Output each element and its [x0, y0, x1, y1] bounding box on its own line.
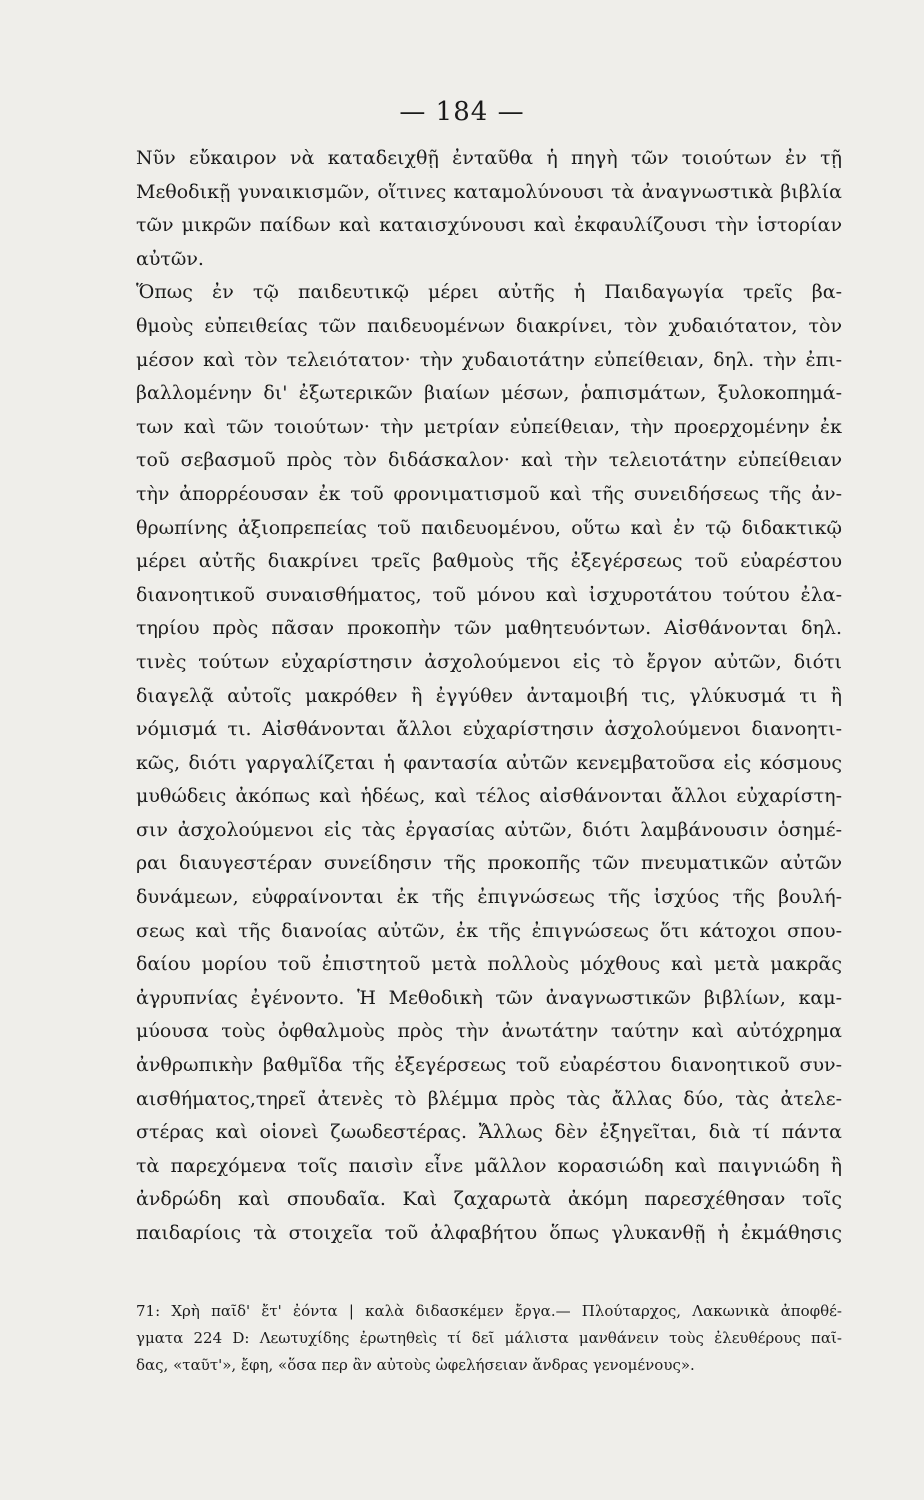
text-line: κῶς, διότι γαργαλίζεται ἡ φαντασία αὐτῶν κενεμβατοῦσα εἰς κόσμους	[136, 751, 842, 774]
text-line: δυνάμεων, εὐφραίνονται ἐκ τῆς ἐπιγνώσεως τῆς ἰσχύος τῆς βουλή-	[136, 886, 842, 909]
text-line: ἀνθρωπικὴν βαθμῖδα τῆς ἐξεγέρσεως τοῦ εὐαρέστου διανοητικοῦ συν-	[136, 1054, 842, 1077]
text-line: τῶν μικρῶν παίδων καὶ καταισχύνουσι καὶ ἐκφαυλίζουσι τὴν ἱστορίαν	[136, 214, 842, 237]
footnote-line: γματα 224 D: Λεωτυχίδης ἐρωτηθεὶς τί δεῖ μάλιστα μανθάνειν τοὺς ἐλευθέρους παῖ-	[136, 1329, 842, 1347]
text-line: θρωπίνης ἀξιοπρεπείας τοῦ παιδευομένου, οὕτω καὶ ἐν τῷ διδακτικῷ	[136, 516, 842, 539]
page-number: — 184 —	[399, 97, 525, 127]
text-line: διανοητικοῦ συναισθήματος, τοῦ μόνου καὶ ἰσχυροτάτου τούτου ἐλα-	[136, 583, 842, 606]
text-line: τοῦ σεβασμοῦ πρὸς τὸν διδάσκαλον· καὶ τὴν τελειοτάτην εὐπείθειαν	[136, 449, 842, 472]
body-text	[136, 142, 842, 1251]
text-line: τινὲς τούτων εὐχαρίστησιν ἀσχολούμενοι εἰς τὸ ἔργον αὐτῶν, διότι	[136, 650, 842, 673]
text-line: δαίου μορίου τοῦ ἐπιστητοῦ μετὰ πολλοὺς μόχθους καὶ μετὰ μακρᾶς	[136, 953, 842, 976]
text-line: στέρας καὶ οἱονεὶ ζωωδεστέρας. Ἄλλως δὲν ἐξηγεῖται, διὰ τί πάντα	[136, 1121, 842, 1144]
text-line: ἀνδρώδη καὶ σπουδαῖα. Καὶ ζαχαρωτὰ ἀκόμη παρεσχέθησαν τοῖς	[136, 1188, 842, 1211]
text-line: μύουσα τοὺς ὀφθαλμοὺς πρὸς τὴν ἀνωτάτην ταύτην καὶ αὐτόχρημα	[136, 1020, 842, 1043]
text-line: Νῦν εὔκαιρον νὰ καταδειχθῇ ἐνταῦθα ἡ πηγὴ τῶν τοιούτων ἐν τῇ	[136, 147, 842, 169]
text-line: μέρει αὐτῆς διακρίνει τρεῖς βαθμοὺς τῆς ἐξεγέρσεως τοῦ εὐαρέστου	[136, 550, 842, 573]
text-line: των καὶ τῶν τοιούτων· τὴν μετρίαν εὐπείθειαν, τὴν προερχομένην ἐκ	[136, 415, 842, 438]
text-line: νόμισμά τι. Αἰσθάνονται ἄλλοι εὐχαρίστησιν ἀσχολούμενοι διανοητι-	[136, 718, 842, 741]
footnotes	[136, 1298, 842, 1379]
text-line: σιν ἀσχολούμενοι εἰς τὰς ἐργασίας αὐτῶν, διότι λαμβάνουσιν ὁσημέ-	[136, 818, 842, 841]
text-line: μυθώδεις ἀκόπως καὶ ἡδέως, καὶ τέλος αἰσθάνονται ἄλλοι εὐχαρίστη-	[136, 785, 842, 808]
text-line: τὴν ἀπορρέουσαν ἐκ τοῦ φρονιματισμοῦ καὶ τῆς συνειδήσεως τῆς ἀν-	[136, 482, 842, 505]
text-line: διαγελᾷ αὐτοῖς μακρόθεν ἢ ἐγγύθεν ἀνταμοιβή τις, γλύκυσμά τι ἢ	[136, 684, 842, 707]
text-line: ἀγρυπνίας ἐγένοντο. Ἡ Μεθοδικὴ τῶν ἀναγνωστικῶν βιβλίων, καμ-	[136, 986, 842, 1009]
text-line: αισθήματος,τηρεῖ ἀτενὲς τὸ βλέμμα πρὸς τὰς ἄλλας δύο, τὰς ἀτελε-	[136, 1087, 842, 1110]
footnote-line: δας, «ταῦτ'», ἔφη, «ὅσα περ ἂν αὐτοὺς ὠφελήσειαν ἄνδρας γενομένους».	[136, 1356, 695, 1374]
text-line: ραι διαυγεστέραν συνείδησιν τῆς προκοπῆς τῶν πνευματικῶν αὐτῶν	[136, 852, 842, 875]
text-line: τηρίου πρὸς πᾶσαν προκοπὴν τῶν μαθητευόντων. Αἰσθάνονται δηλ.	[136, 617, 842, 640]
text-line: τὰ παρεχόμενα τοῖς παισὶν εἶνε μᾶλλον κορασιώδη καὶ παιγνιώδη ἢ	[136, 1154, 842, 1177]
text-line: μέσον καὶ τὸν τελειότατον· τὴν χυδαιοτάτην εὐπείθειαν, δηλ. τὴν ἐπι-	[136, 348, 842, 371]
text-line: σεως καὶ τῆς διανοίας αὐτῶν, ἐκ τῆς ἐπιγνώσεως ὅτι κάτοχοι σπου-	[136, 919, 842, 942]
text-line: θμοὺς εὐπειθείας τῶν παιδευομένων διακρίνει, τὸν χυδαιότατον, τὸν	[136, 314, 842, 337]
footnote-line: 71: Χρὴ παῖδ' ἔτ' ἐόντα | καλὰ διδασκέμεν ἔργα.— Πλούταρχος, Λακωνικὰ ἀποφθέ-	[136, 1302, 842, 1320]
text-line: Μεθοδικῇ γυναικισμῶν, οἵτινες καταμολύνουσι τὰ ἀναγνωστικὰ βιβλία	[136, 180, 842, 203]
text-line: αὐτῶν.	[136, 247, 204, 270]
text-line: βαλλομένην δι' ἐξωτερικῶν βιαίων μέσων, ῥαπισμάτων, ξυλοκοπημά-	[136, 382, 842, 405]
text-line: παιδαρίοις τὰ στοιχεῖα τοῦ ἀλφαβήτου ὅπως γλυκανθῇ ἡ ἐκμάθησις	[136, 1222, 842, 1244]
text-line: Ὅπως ἐν τῷ παιδευτικῷ μέρει αὐτῆς ἡ Παιδαγωγία τρεῖς βα-	[136, 281, 842, 304]
